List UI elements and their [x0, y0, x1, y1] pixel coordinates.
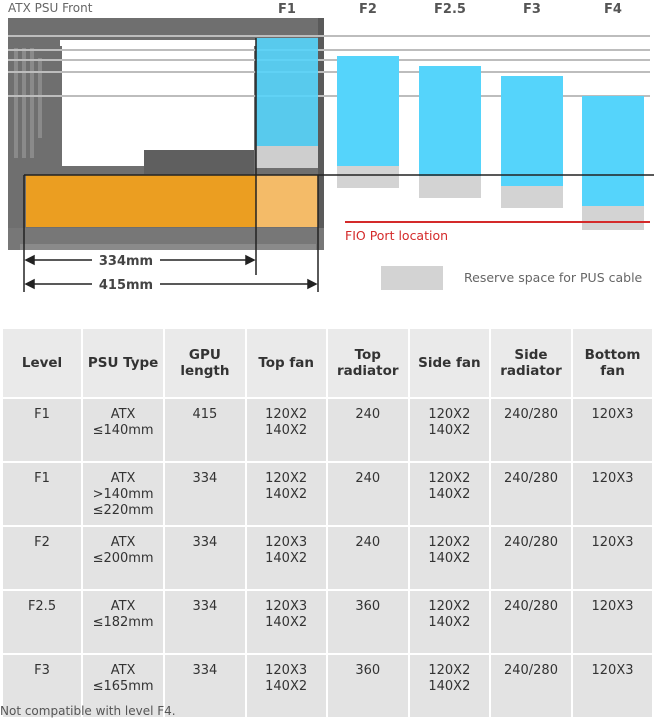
compatibility-table [1, 327, 654, 719]
header-level: Level [3, 329, 81, 397]
header-top-fan: Top fan [247, 329, 326, 397]
cell-gpu-length: 334 [165, 655, 244, 717]
cell-top-radiator: 240 [328, 527, 408, 589]
cell-top-radiator: 360 [328, 655, 408, 717]
cell-gpu-length: 415 [165, 399, 244, 461]
compatibility-note: Not compatible with level F4. [0, 704, 176, 718]
cell-level: F2.5 [3, 591, 81, 653]
reserve-f3 [501, 186, 563, 208]
level-label-f1: F1 [278, 2, 296, 17]
table-header-row [3, 329, 652, 397]
case-window [60, 40, 256, 46]
header-side-radiator: Side radiator [491, 329, 571, 397]
dim-415-arrow [26, 280, 316, 288]
cell-side-radiator: 240/280 [491, 655, 571, 717]
cell-psu-type: ATX ≤200mm [83, 527, 163, 589]
cell-psu-type: ATX ≤165mm [83, 655, 163, 717]
cell-side-fan: 120X2 140X2 [410, 591, 489, 653]
table-row [3, 463, 652, 525]
level-label-f4: F4 [604, 2, 622, 17]
compatibility-diagram [0, 0, 654, 310]
case-foot [20, 244, 316, 250]
case-right-edge [318, 18, 324, 250]
level-label-f3: F3 [523, 2, 541, 17]
cell-gpu-length: 334 [165, 527, 244, 589]
header-top-radiator: Top radiator [328, 329, 408, 397]
case-inner-plate [144, 150, 254, 174]
cell-side-radiator: 240/280 [491, 463, 571, 525]
cell-side-radiator: 240/280 [491, 591, 571, 653]
cell-psu-type: ATX >140mm ≤220mm [83, 463, 163, 525]
reserve-f2-5 [419, 176, 481, 198]
header-gpu-length: GPU length [165, 329, 244, 397]
cell-bottom-fan: 120X3 [573, 463, 652, 525]
cell-top-fan: 120X3 140X2 [247, 591, 326, 653]
psu-front-label: ATX PSU Front [8, 1, 93, 15]
cell-level: F2 [3, 527, 81, 589]
reserve-f1 [256, 146, 318, 168]
cell-top-radiator: 240 [328, 463, 408, 525]
gpu-block-overlap [256, 175, 318, 227]
cell-top-fan: 120X3 140X2 [247, 655, 326, 717]
cell-side-radiator: 240/280 [491, 399, 571, 461]
cell-top-fan: 120X2 140X2 [247, 463, 326, 525]
cell-top-fan: 120X2 140X2 [247, 399, 326, 461]
cell-level: F1 [3, 463, 81, 525]
level-label-f2-5: F2.5 [434, 2, 466, 17]
table-row [3, 527, 652, 589]
cell-side-fan: 120X2 140X2 [410, 399, 489, 461]
cell-bottom-fan: 120X3 [573, 591, 652, 653]
cell-gpu-length: 334 [165, 463, 244, 525]
cell-bottom-fan: 120X3 [573, 655, 652, 717]
table-row [3, 399, 652, 461]
cell-gpu-length: 334 [165, 591, 244, 653]
cell-side-fan: 120X2 140X2 [410, 527, 489, 589]
cell-top-fan: 120X3 140X2 [247, 527, 326, 589]
cell-level: F1 [3, 399, 81, 461]
header-psu-type: PSU Type [83, 329, 163, 397]
dim-334-label: 334mm [98, 254, 154, 269]
cell-psu-type: ATX ≤182mm [83, 591, 163, 653]
cell-bottom-fan: 120X3 [573, 399, 652, 461]
cell-side-radiator: 240/280 [491, 527, 571, 589]
cell-side-fan: 120X2 140X2 [410, 655, 489, 717]
cell-psu-type: ATX ≤140mm [83, 399, 163, 461]
header-bottom-fan: Bottom fan [573, 329, 652, 397]
cell-level: F3 [3, 655, 81, 717]
case-cutout [62, 44, 254, 166]
fan-block-f4 [582, 96, 644, 206]
fan-block-f2 [337, 56, 399, 166]
header-side-fan: Side fan [410, 329, 489, 397]
fan-block-f1 [256, 38, 318, 146]
reserve-f4 [582, 206, 644, 230]
reserve-legend-swatch [381, 266, 443, 290]
cell-top-radiator: 240 [328, 399, 408, 461]
table-row [3, 591, 652, 653]
fan-block-f2-5 [419, 66, 481, 176]
reserve-label: Reserve space for PUS cable [464, 270, 643, 285]
fan-block-f3 [501, 76, 563, 186]
dim-415-label: 415mm [98, 278, 154, 293]
cell-side-fan: 120X2 140X2 [410, 463, 489, 525]
reserve-f2 [337, 166, 399, 188]
cell-bottom-fan: 120X3 [573, 527, 652, 589]
cell-top-radiator: 360 [328, 591, 408, 653]
level-label-f2: F2 [359, 2, 377, 17]
fio-label: FIO Port location [345, 228, 449, 243]
